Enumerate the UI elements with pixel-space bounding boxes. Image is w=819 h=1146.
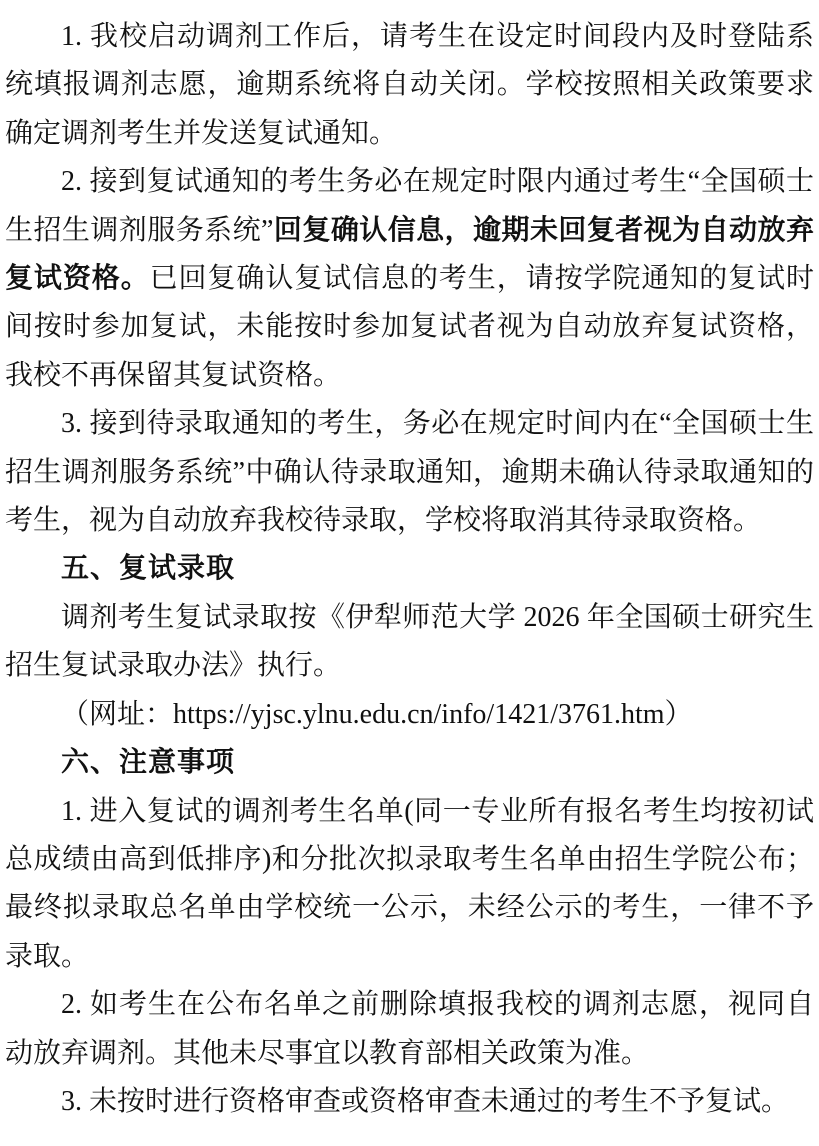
paragraph-admission-measures	[5, 594, 814, 691]
paragraph-notice-list	[5, 788, 814, 982]
paragraph-system-login	[5, 13, 814, 158]
paragraph-admission-confirmation	[5, 400, 814, 545]
paragraph-notice-delete-volunteer	[5, 981, 814, 1078]
paragraph-text: 调剂考生复试录取按《伊犁师范大学 2026 年全国硕士研究生招生复试录取办法》执行。	[5, 601, 814, 682]
paragraph-text: 1. 我校启动调剂工作后，请考生在设定时间段内及时登陆系统填报调剂志愿，逾期系统将自动关闭。学校按照相关政策要求确定调剂考生并发送复试通知。	[5, 21, 814, 149]
paragraph-reply-confirmation	[5, 158, 814, 400]
paragraph-text: 已回复确认复试信息的考生，请按学院通知的复试时间按时参加复试，未能按时参加复试者视为自动放弃复试资格，我校不再保留其复试资格。	[5, 263, 814, 391]
url-text: （网址：https://yjsc.ylnu.edu.cn/info/1421/3761.htm）	[61, 698, 693, 730]
paragraph-text: 2. 接到复试通知的考生务必在规定时限内通过考生“全国硕士生招生调剂服务系统”	[5, 166, 814, 246]
paragraph-text: 3. 接到待录取通知的考生，务必在规定时间内在“全国硕士生招生调剂服务系统”中确认待录取通知，逾期未确认待录取通知的考生，视为自动放弃我校待录取，学校将取消其待录取资格。	[5, 408, 814, 537]
paragraph-url-line	[5, 691, 814, 739]
paragraph-notice-qualification	[5, 1078, 814, 1126]
section-five-heading: 五、复试录取	[61, 553, 236, 585]
paragraph-text: 2. 如考生在公布名单之前删除填报我校的调剂志愿，视同自动放弃调剂。其他未尽事宜以教育部相关政策为准。	[5, 989, 814, 1069]
paragraph-text: 1. 进入复试的调剂考生名单(同一专业所有报名考生均按初试总成绩由高到低排序)和分批次拟录取考生名单由招生学院公布；最终拟录取总名单由学校统一公示，未经公示的考生，一律不予录取。	[5, 795, 814, 972]
section-six-heading: 六、注意事项	[61, 747, 236, 779]
paragraph-bold-text: 回复确认信息，逾期未回复者视为自动放弃复试资格。	[5, 214, 814, 295]
paragraph-text: 3. 未按时进行资格审查或资格审查未通过的考生不予复试。	[61, 1085, 790, 1117]
